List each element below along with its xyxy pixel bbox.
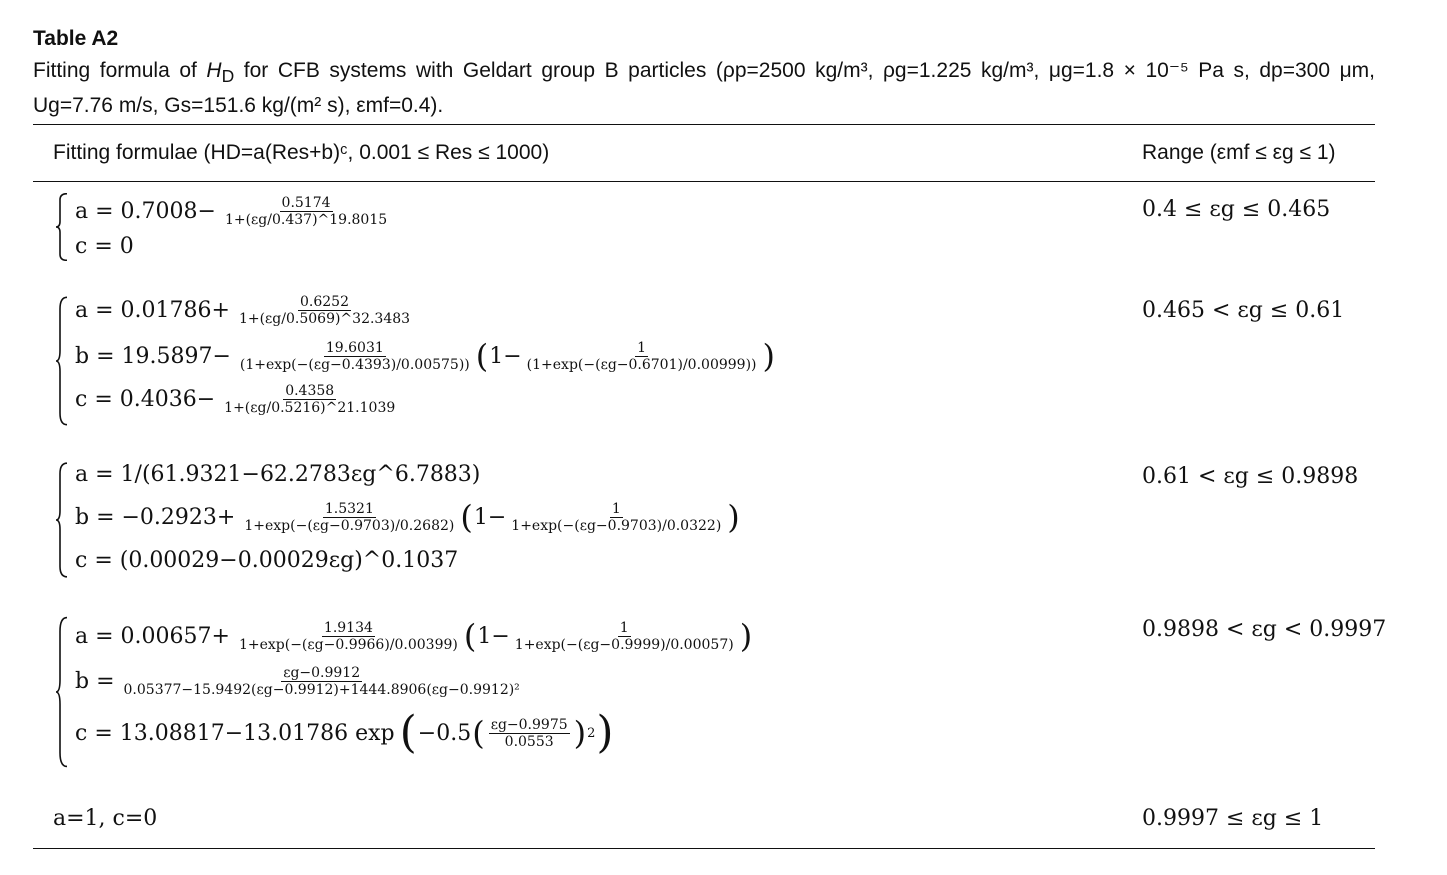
caption-hd: H [206,59,222,82]
bottom-rule [33,848,1375,849]
row-5-formula: a=1, c=0 [53,806,158,831]
left-brace [55,616,69,768]
table-caption [33,26,1375,121]
row-4-a: a = 0.00657+ $\frac{1.9134}{1+\exp(-(\varepsilon g-0.9966)/0.00399)}$ ( 1− $\frac{1}{1+\exp(-(\varepsilon g-0.9999)/0.00057)}$ ) [75,617,753,655]
header-formula: Fitting formulae (HD=a(Res+b)ᶜ, 0.001 ≤ Res ≤ 1000) [53,141,550,164]
caption-params-2: dp=300 μm, Ug=7.76 m/s, Gs=151.6 kg/(m² s), εmf=0.4). [33,59,1376,118]
row-5-range: 0.9997 ≤ εg ≤ 1 [1142,806,1324,831]
row-3-formula [55,462,755,578]
caption-mid: for CFB systems with Geldart group B particles ( [234,59,723,82]
table-description [33,56,1375,121]
header-range: Range (εmf ≤ εg ≤ 1) [1142,141,1336,164]
left-brace [55,296,69,426]
row-3-range: 0.61 < εg ≤ 0.9898 [1142,464,1359,489]
row-1-formula [55,193,755,261]
row-4-range: 0.9898 < εg < 0.9997 [1142,617,1387,642]
row-2-c: c = 0.4036− $\frac{0.4358}{1+(\varepsilon g/0.5216)\^{}21.1039}$ [75,382,396,416]
row-2-range: 0.465 < εg ≤ 0.61 [1142,298,1345,323]
left-brace [55,193,69,261]
row-4-b: b = $\frac{\varepsilon g-0.9912}{\text{0.05377−15.9492(εg−0.9912)+1444.8906(εg−0.9912)²}}$ [75,664,520,698]
row-1-range: 0.4 ≤ εg ≤ 0.465 [1142,197,1331,222]
row-3-a: a = 1/(61.9321−62.2783εg^6.7883) [75,461,481,487]
table-title: Table A2 [33,27,119,50]
row-1-c: c = 0 [75,233,134,259]
top-rule [33,124,1375,125]
row-2-a: a = 0.01786+ $\frac{0.6252}{1+(\varepsilon g/0.5069)\^{}32.3483}$ [75,293,411,327]
caption-hd-sub: D [221,66,235,87]
row-3-b: b = −0.2923+ $\frac{1.5321}{1+\exp(-(\varepsilon g-0.9703)/0.2682)}$ ( 1− $\frac{1}{1+\exp(-(\varepsilon g-0.9703)/0.0322)}$ ) [75,498,740,536]
caption-prefix: Fitting formula of [33,59,207,82]
header-rule [33,181,1375,182]
row-2-b: b = 19.5897− $\frac{19.6031}{(1+\exp(-(\varepsilon g-0.4393)/0.00575))}$ ( 1− $\frac{1}{(1+\exp(-(\varepsilon g-0.6701)/0.00999))}$ ) [75,337,775,375]
left-brace [55,462,69,578]
row-4-c: c = 13.08817−13.01786 exp ( −0.5 ( $\frac{\varepsilon g-0.9975}{0.0553}$ ) 2 ) [75,707,614,758]
row-1-a: a = 0.7008− $\frac{0.5174}{1+(\varepsilon g/0.437)\^{}19.8015}$ [75,194,388,228]
row-4-formula [55,616,775,768]
row-2-formula [55,293,775,426]
row-3-c: c = (0.00029−0.00029εg)^0.1037 [75,547,459,573]
caption-params-1: ρp=2500 kg/m³, ρg=1.225 kg/m³, μg=1.8 × 10⁻⁵ Pa s, [722,59,1250,82]
